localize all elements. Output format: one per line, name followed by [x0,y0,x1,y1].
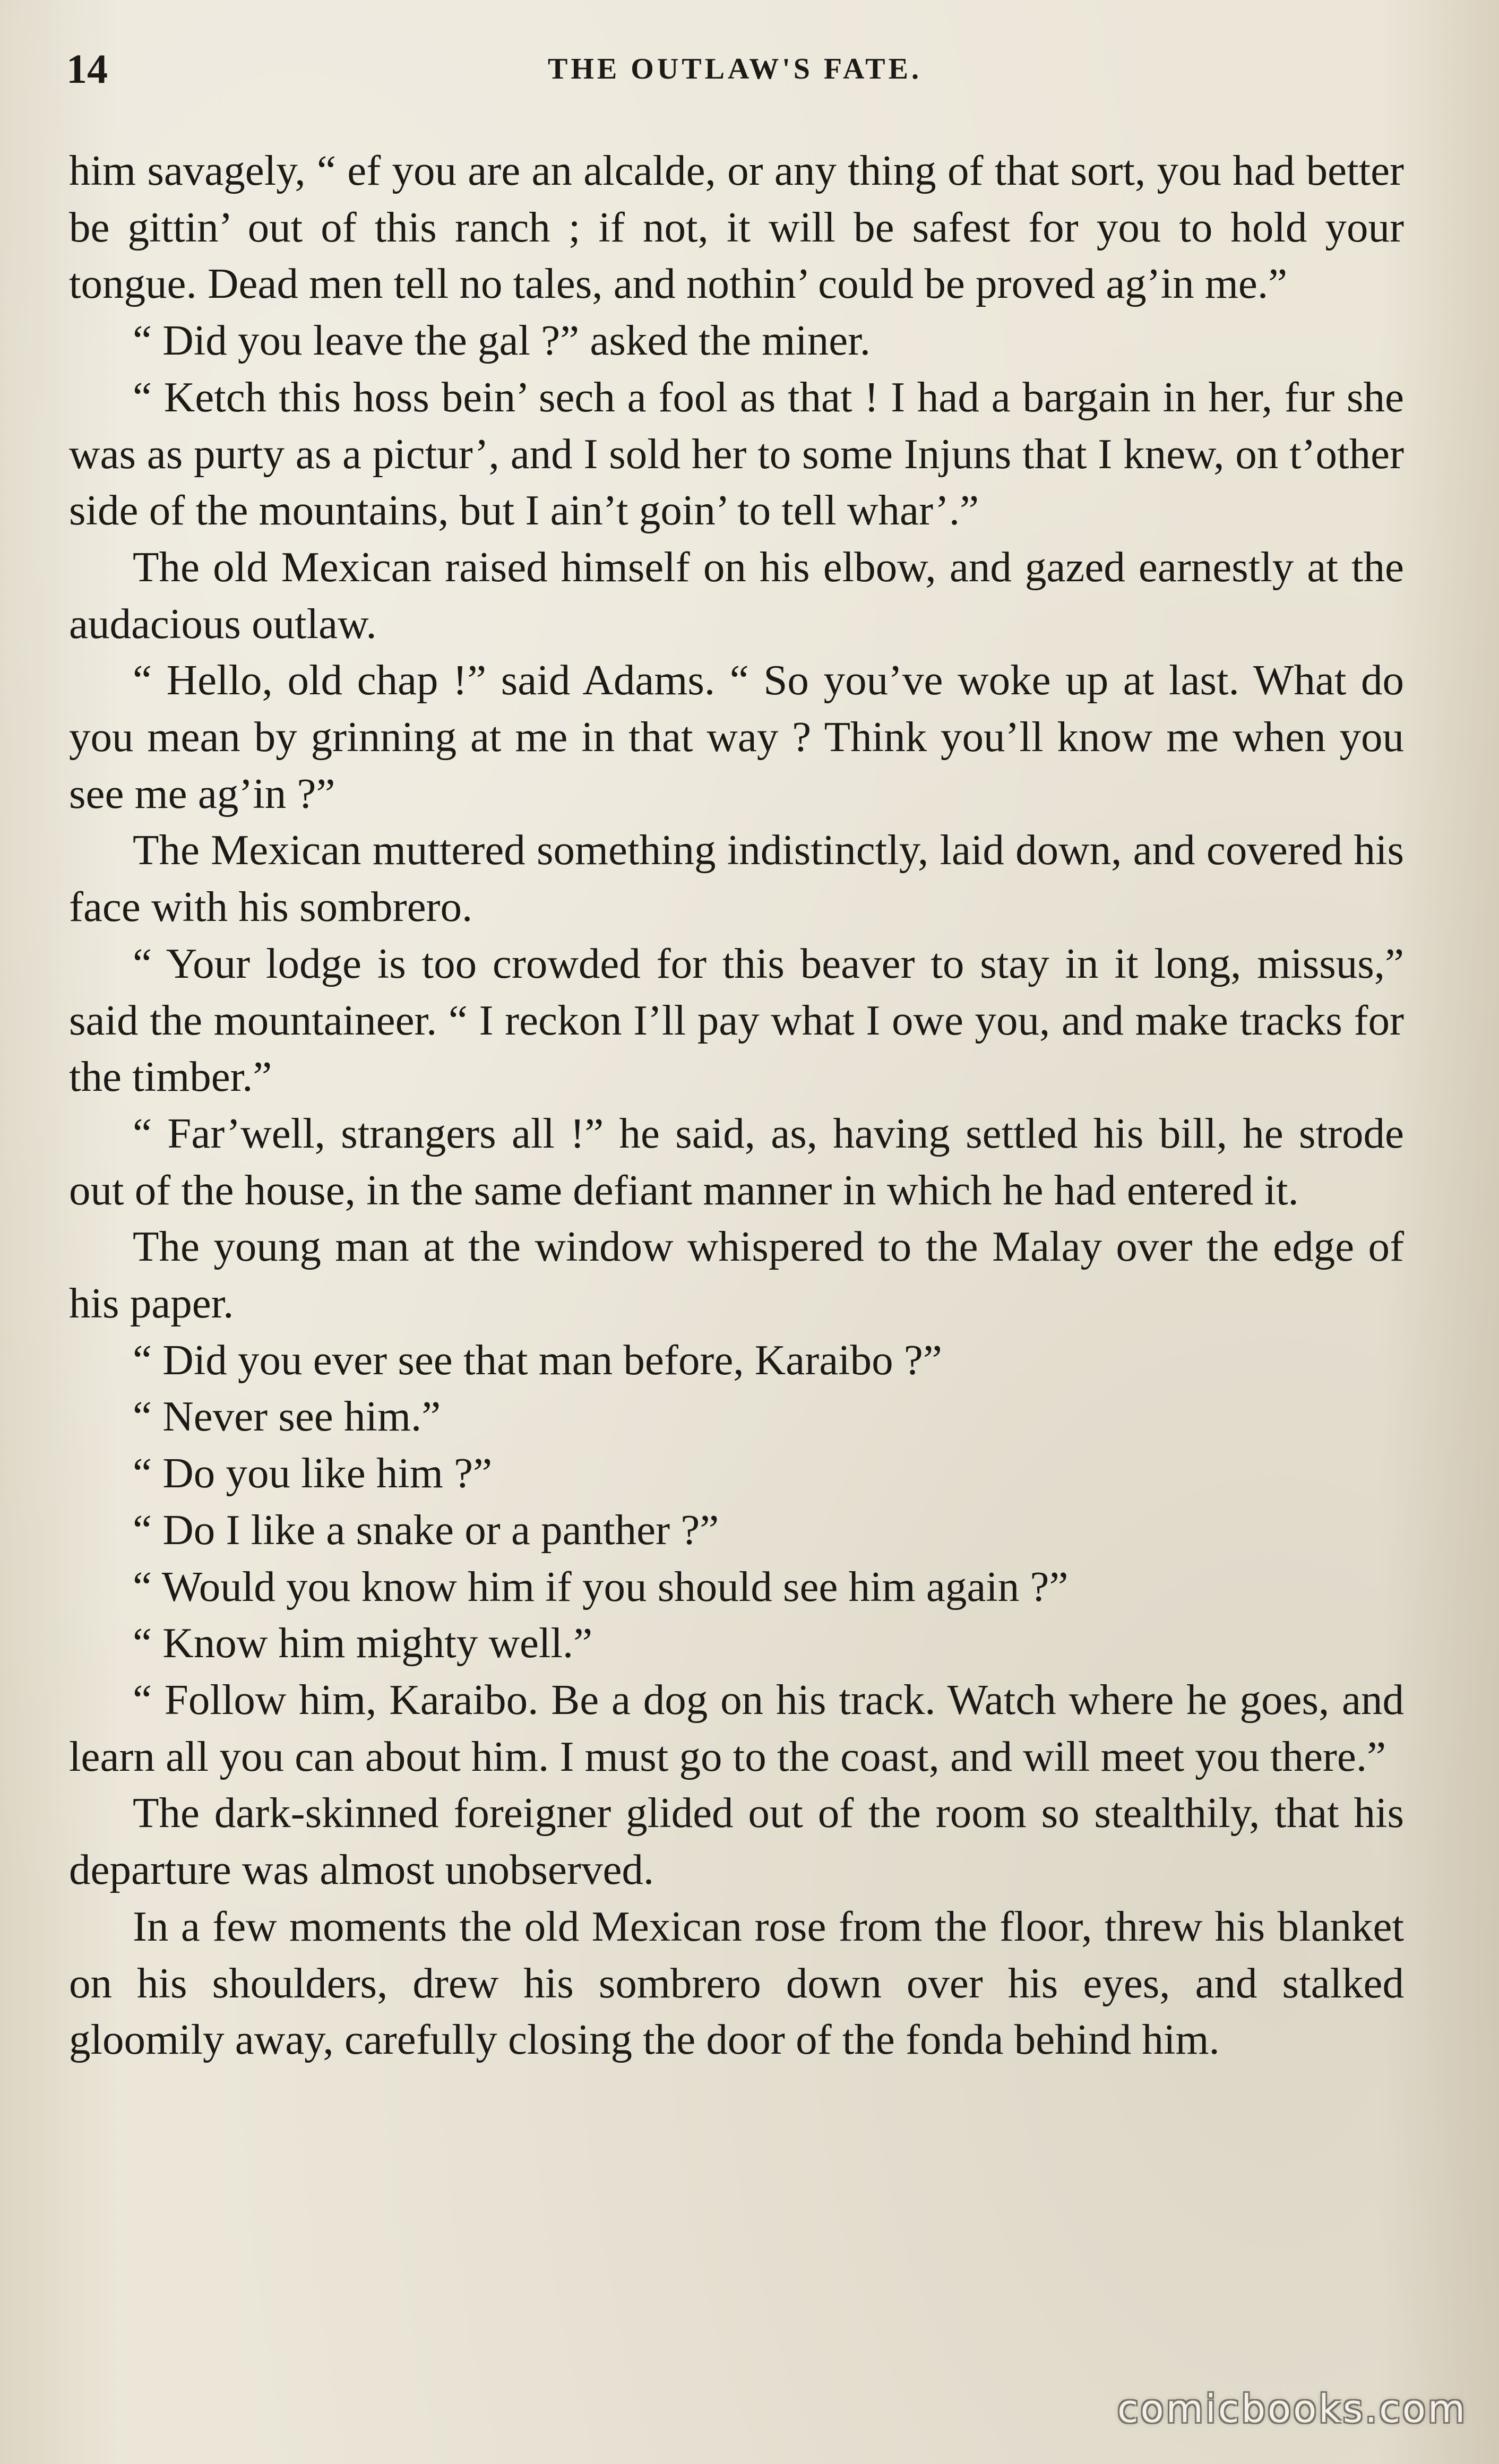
paragraph: The old Mexican raised himself on his elbow, and gazed earnestly at the audacious outlaw. [69,542,1404,648]
paragraph: The dark-skinned foreigner glided out of the room so stealthily, that his departure was almost unobserved. [69,1789,1404,1894]
paragraph: “ Follow him, Karaibo. Be a dog on his track. Watch where he goes, and learn all you can about him. I must go to the coast, and will meet you there.” [69,1675,1404,1780]
paragraph: “ Far’well, strangers all !” he said, as, having settled his bill, he strode out of the house, in the same defiant manner in which he had entered it. [69,1109,1404,1214]
paragraph: “ Ketch this hoss bein’ sech a fool as that ! I had a bargain in her, fur she was as purty as a pictur’, and I sold her to some Injuns that I knew, on t’other side of the mountains, but I ain’t goin’ to tell whar’.” [69,373,1404,535]
page-header [66,37,1403,101]
paragraph: “ Never see him.” [133,1392,441,1441]
site-watermark: comicbooks.com [1117,2387,1467,2431]
paragraph: him savagely, “ ef you are an alcalde, or any thing of that sort, you had better be gittin’ out of this ranch ; if not, it will be safest for you to hold your tongue. Dead men tell no tales, and nothin’ could be proved ag’in me.” [69,147,1404,308]
running-title: THE OUTLAW'S FATE. [548,53,922,85]
paragraph: “ Did you ever see that man before, Karaibo ?” [133,1336,942,1384]
paragraph: “ Know him mighty well.” [133,1619,593,1667]
body-text [69,142,1404,2068]
paragraph: In a few moments the old Mexican rose from the floor, threw his blanket on his shoulders, drew his sombrero down over his eyes, and stalked gloomily away, carefully closing the door of the fonda behind him. [69,1902,1404,2064]
paragraph: “ Do you like him ?” [133,1449,493,1497]
paragraph: “ Do I like a snake or a panther ?” [133,1505,719,1554]
paragraph: “ Would you know him if you should see him again ?” [133,1562,1069,1610]
page-number: 14 [66,46,108,92]
paragraph: The young man at the window whispered to the Malay over the edge of his paper. [69,1222,1404,1328]
paragraph: The Mexican muttered something indistinctly, laid down, and covered his face with his sombrero. [69,826,1404,931]
paragraph: “ Did you leave the gal ?” asked the miner. [133,316,871,365]
paragraph: “ Your lodge is too crowded for this beaver to stay in it long, missus,” said the mountaineer. “ I reckon I’ll pay what I owe you, and make tracks for the timber.” [69,939,1404,1101]
paragraph: “ Hello, old chap !” said Adams. “ So you’ve woke up at last. What do you mean by grinning at me in that way ? Think you’ll know me when you see me ag’in ?” [69,656,1404,817]
